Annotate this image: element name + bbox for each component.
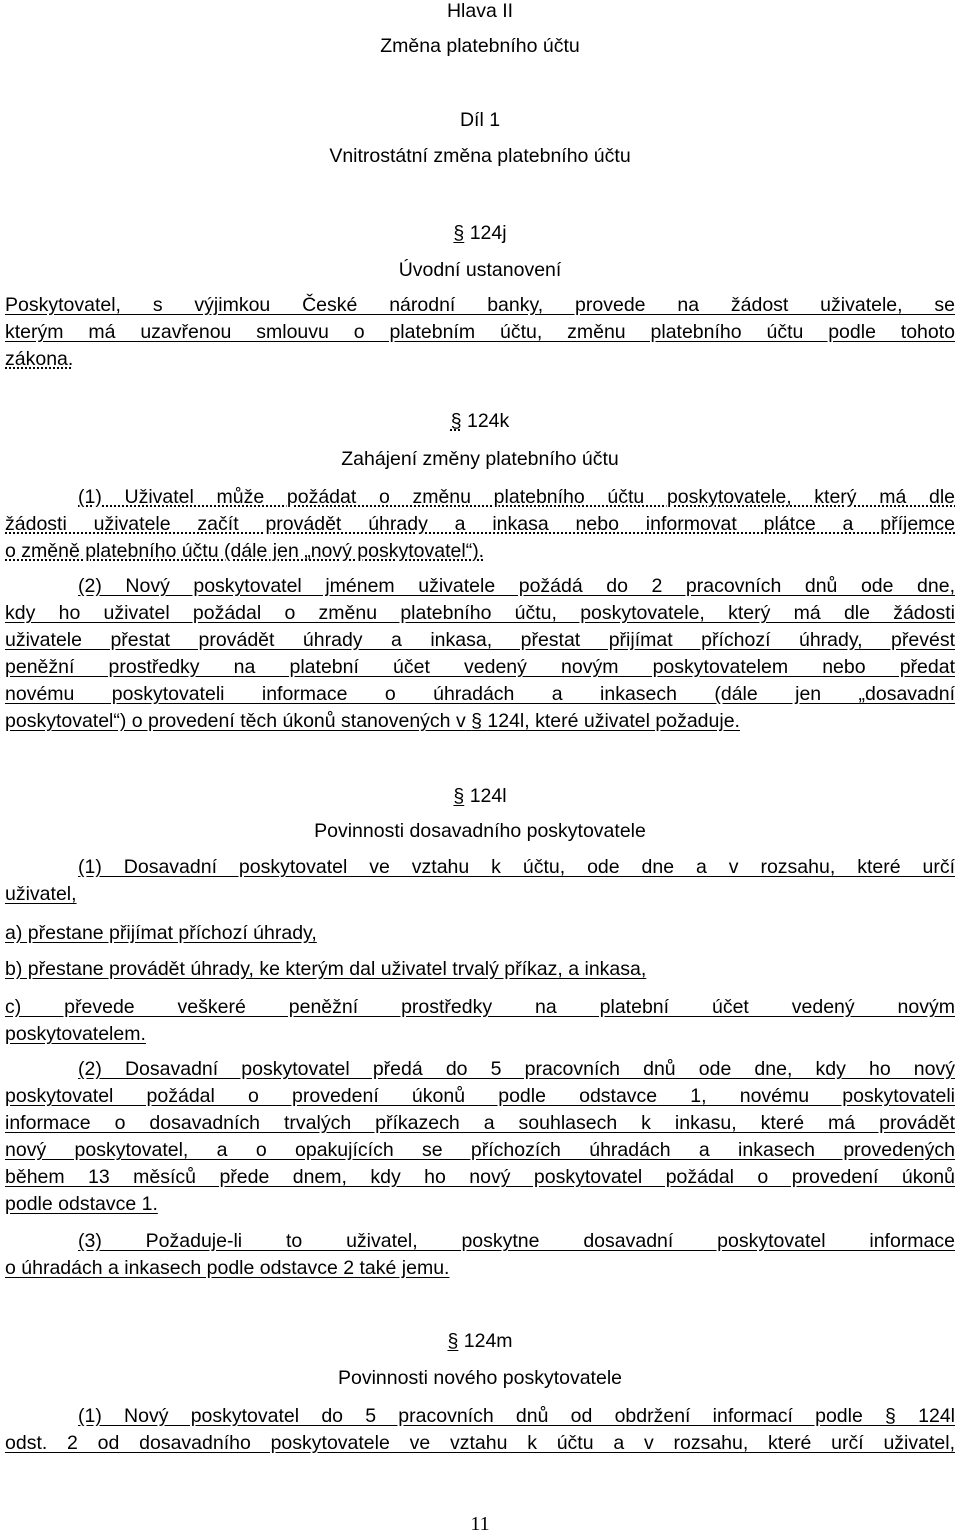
list-item: poskytovatelem.: [5, 1023, 146, 1045]
page-number: 11: [470, 1513, 490, 1535]
paragraph-line: nový poskytovatel, a o opakujících se příchozích úhradách a inkasech provedených: [5, 1139, 955, 1161]
paragraph-line: (1) Nový poskytovatel do 5 pracovních dnů od obdržení informací podle § 124l: [78, 1405, 956, 1427]
section-number-124j: § 124j: [453, 222, 507, 244]
section-title-124j: Úvodní ustanovení: [398, 259, 562, 281]
paragraph-line: podle odstavce 1.: [5, 1193, 158, 1215]
section-number-124k: § 124k: [450, 410, 510, 432]
paragraph-line: uživatele přestat provádět úhrady a inkasa, přestat přijímat příchozí úhrady, převést: [5, 629, 955, 651]
list-item: b) přestane provádět úhrady, ke kterým dal uživatel trvalý příkaz, a inkasa,: [5, 958, 647, 980]
paragraph-line: (1) Uživatel může požádat o změnu platebního účtu poskytovatele, který má dle: [78, 486, 955, 508]
section-title-124k: Zahájení změny platebního účtu: [341, 448, 619, 470]
paragraph-line: o úhradách a inkasech podle odstavce 2 také jemu.: [5, 1257, 450, 1279]
paragraph-line: novému poskytovateli informace o úhradách a inkasech (dále jen „dosavadní: [5, 683, 955, 705]
section-sign-icon: §: [453, 785, 465, 807]
paragraph-line: (2) Dosavadní poskytovatel předá do 5 pracovních dnů ode dne, kdy ho nový: [78, 1058, 955, 1080]
part-heading: Hlava II: [446, 0, 514, 22]
paragraph-line: (2) Nový poskytovatel jménem uživatele požádá do 2 pracovních dnů ode dne,: [78, 575, 955, 597]
section-number-124m: § 124m: [447, 1330, 513, 1352]
paragraph-line: Poskytovatel, s výjimkou České národní banky, provede na žádost uživatele, se: [5, 294, 955, 316]
section-sign-icon: §: [471, 710, 482, 732]
part-title: Změna platebního účtu: [380, 35, 580, 57]
paragraph-line: (3) Požaduje-li to uživatel, poskytne dosavadní poskytovatel informace: [78, 1230, 955, 1252]
section-number-124l: § 124l: [453, 785, 507, 807]
division-title: Vnitrostátní změna platebního účtu: [329, 145, 631, 167]
paragraph-line-last: poskytovatel“) o provedení těch úkonů stanovených v § 124l, které uživatel požaduje.: [5, 710, 740, 732]
paragraph-line: kdy ho uživatel požádal o změnu platebního účtu, poskytovatele, který má dle žádosti: [5, 602, 955, 624]
paragraph-line: peněžní prostředky na platební účet vedený novým poskytovatelem nebo předat: [5, 656, 955, 678]
paragraph-line: odst. 2 od dosavadního poskytovatele ve vztahu k účtu a v rozsahu, které určí uživatel,: [5, 1432, 955, 1454]
paragraph-line: informace o dosavadních trvalých příkazech a souhlasech k inkasu, které má provádět: [5, 1112, 955, 1134]
paragraph-line: žádosti uživatele začít provádět úhrady a inkasa nebo informovat plátce a příjemce: [5, 513, 955, 535]
division-heading: Díl 1: [459, 109, 501, 131]
paragraph-line: během 13 měsíců přede dnem, kdy ho nový poskytovatel požádal o provedení úkonů: [5, 1166, 955, 1188]
section-title-124l: Povinnosti dosavadního poskytovatele: [314, 820, 646, 842]
section-sign-icon: §: [450, 410, 462, 432]
paragraph-line: (1) Dosavadní poskytovatel ve vztahu k účtu, ode dne a v rozsahu, které určí: [78, 856, 955, 878]
paragraph-line: o změně platebního účtu (dále jen „nový poskytovatel“).: [5, 540, 485, 562]
paragraph-line: poskytovatel požádal o provedení úkonů podle odstavce 1, novému poskytovateli: [5, 1085, 955, 1107]
paragraph-line: uživatel,: [5, 883, 77, 905]
paragraph-line: zákona.: [5, 348, 74, 370]
section-sign-icon: §: [453, 222, 465, 244]
section-title-124m: Povinnosti nového poskytovatele: [337, 1367, 623, 1389]
paragraph-line: kterým má uzavřenou smlouvu o platebním účtu, změnu platebního účtu podle tohoto: [5, 321, 955, 343]
section-sign-icon: §: [885, 1405, 896, 1427]
section-sign-icon: §: [447, 1330, 459, 1352]
list-item: c) převede veškeré peněžní prostředky na platební účet vedený novým: [5, 996, 955, 1018]
list-item: a) přestane přijímat příchozí úhrady,: [5, 922, 317, 944]
